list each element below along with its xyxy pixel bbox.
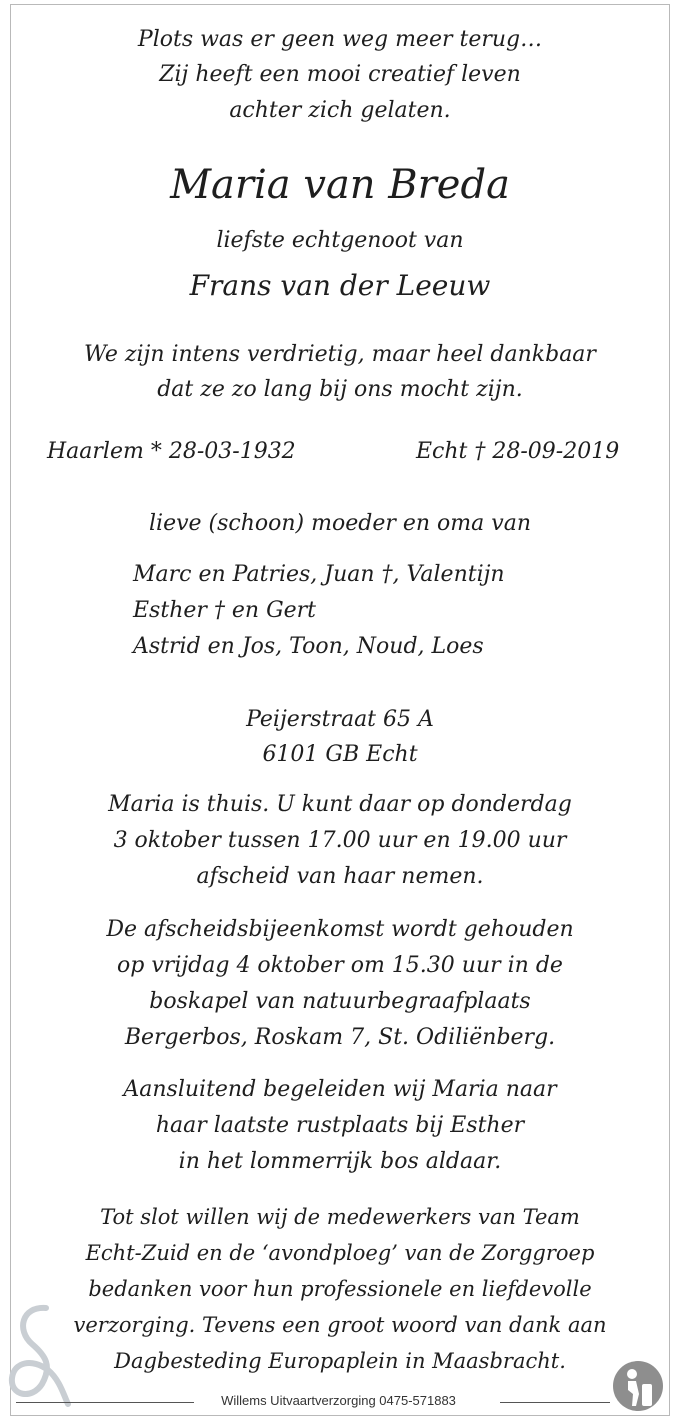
ceremony-line-1: De afscheidsbijeenkomst wordt gehouden bbox=[106, 917, 574, 942]
ceremony-line-2: op vrijdag 4 oktober om 15.30 uur in de bbox=[117, 953, 563, 978]
footer-rule-right bbox=[500, 1402, 610, 1403]
death-date: Echt † 28-09-2019 bbox=[416, 439, 620, 464]
address-city: 6101 GB Echt bbox=[262, 742, 418, 767]
burial-line-2: haar laatste rustplaats bij Esther bbox=[155, 1113, 525, 1138]
thanks-line-5: Dagbesteding Europaplein in Maasbracht. bbox=[114, 1349, 566, 1373]
ceremony-line-4: Bergerbos, Roskam 7, St. Odiliënberg. bbox=[124, 1025, 556, 1050]
gratitude-line-2: dat ze zo lang bij ons mocht zijn. bbox=[157, 377, 523, 402]
thanks-line-1: Tot slot willen wij de medewerkers van Team bbox=[100, 1205, 580, 1229]
family-line-1: Marc en Patries, Juan †, Valentijn bbox=[133, 562, 505, 587]
opening-line-3: achter zich gelaten. bbox=[229, 98, 451, 123]
spouse-name: Frans van der Leeuw bbox=[189, 269, 491, 302]
family-intro: lieve (schoon) moeder en oma van bbox=[149, 511, 531, 536]
undertaker-credit: Willems Uitvaartverzorging 0475-571883 bbox=[221, 1393, 456, 1408]
burial-line-3: in het lommerrijk bos aldaar. bbox=[178, 1149, 502, 1174]
family-line-2: Esther † en Gert bbox=[133, 598, 317, 623]
opening-line-1: Plots was er geen weg meer terug… bbox=[137, 27, 543, 52]
visitation-line-2: 3 oktober tussen 17.00 uur en 19.00 uur bbox=[113, 828, 567, 853]
address-street: Peijerstraat 65 A bbox=[246, 707, 434, 732]
opening-line-2: Zij heeft een mooi creatief leven bbox=[159, 62, 521, 87]
spouse-intro: liefste echtgenoot van bbox=[216, 228, 464, 253]
birth-date: Haarlem * 28-03-1932 bbox=[47, 439, 296, 464]
ceremony-line-3: boskapel van natuurbegraafplaats bbox=[149, 989, 531, 1014]
burial-line-1: Aansluitend begeleiden wij Maria naar bbox=[123, 1077, 557, 1102]
visitation-line-1: Maria is thuis. U kunt daar op donderdag bbox=[108, 792, 572, 817]
thanks-line-4: verzorging. Tevens een groot woord van dank aan bbox=[73, 1313, 607, 1337]
undertaker-logo-icon bbox=[612, 1360, 664, 1412]
deceased-name: Maria van Breda bbox=[170, 162, 510, 208]
gratitude-line-1: We zijn intens verdrietig, maar heel dankbaar bbox=[84, 342, 596, 367]
family-line-3: Astrid en Jos, Toon, Noud, Loes bbox=[133, 634, 484, 659]
thanks-line-3: bedanken voor hun professionele en liefdevolle bbox=[88, 1277, 592, 1301]
obituary-card bbox=[10, 4, 670, 1416]
thanks-line-2: Echt-Zuid en de ‘avondploeg’ van de Zorggroep bbox=[85, 1241, 595, 1265]
visitation-line-3: afscheid van haar nemen. bbox=[196, 864, 484, 889]
